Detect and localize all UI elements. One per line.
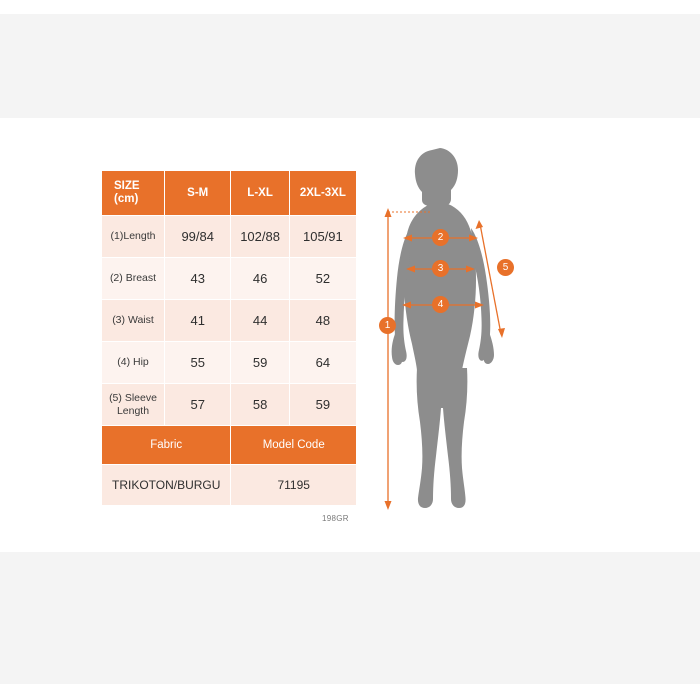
model-figure (370, 138, 570, 518)
footer-header-model-code: Model Code (231, 426, 357, 465)
table-header-size-line2: (cm) (114, 193, 139, 205)
table-row (102, 216, 357, 258)
cell-waist-2xl3xl: 48 (289, 300, 356, 342)
size-table (101, 170, 357, 506)
measure-badge-2: 2 (432, 229, 449, 246)
cell-length-sm: 99/84 (165, 216, 231, 258)
cell-waist-lxl: 44 (231, 300, 289, 342)
measure-badge-4: 4 (432, 296, 449, 313)
cell-breast-lxl: 46 (231, 258, 289, 300)
table-row (102, 384, 357, 426)
table-footer-header-row (102, 426, 357, 465)
table-header-sm: S-M (165, 171, 231, 216)
row-label-breast: (2) Breast (102, 258, 165, 300)
cell-breast-2xl3xl: 52 (289, 258, 356, 300)
row-label-length: (1)Length (102, 216, 165, 258)
row-label-sleeve-line2: Length (116, 404, 150, 417)
row-label-waist: (3) Waist (102, 300, 165, 342)
footer-value-fabric: TRIKOTON/BURGU (102, 465, 231, 506)
measure-badge-1: 1 (379, 317, 396, 334)
cell-length-2xl3xl: 105/91 (289, 216, 356, 258)
cell-waist-sm: 41 (165, 300, 231, 342)
cell-hip-2xl3xl: 64 (289, 342, 356, 384)
female-silhouette-icon (370, 138, 570, 518)
measure-badge-3: 3 (432, 260, 449, 277)
cell-sleeve-lxl: 58 (231, 384, 289, 426)
table-row (102, 300, 357, 342)
table-header-size-line1: SIZE (114, 179, 140, 192)
table-row (102, 342, 357, 384)
table-header-row (102, 171, 357, 216)
table-header (102, 171, 357, 216)
table-footer-value-row (102, 465, 357, 506)
table-header-2xl3xl: 2XL-3XL (289, 171, 356, 216)
cell-hip-sm: 55 (165, 342, 231, 384)
table-header-lxl: L-XL (231, 171, 289, 216)
weight-note: 198GR (322, 514, 349, 523)
cell-length-lxl: 102/88 (231, 216, 289, 258)
cell-sleeve-sm: 57 (165, 384, 231, 426)
table-body (102, 216, 357, 506)
row-label-sleeve-length (102, 384, 165, 426)
table-header-size (102, 171, 165, 216)
cell-hip-lxl: 59 (231, 342, 289, 384)
row-label-hip: (4) Hip (102, 342, 165, 384)
table-row (102, 258, 357, 300)
footer-header-fabric: Fabric (102, 426, 231, 465)
measure-badge-5: 5 (497, 259, 514, 276)
cell-sleeve-2xl3xl: 59 (289, 384, 356, 426)
row-label-sleeve-line1: (5) Sleeve (109, 392, 157, 405)
cell-breast-sm: 43 (165, 258, 231, 300)
footer-value-model-code: 71195 (231, 465, 357, 506)
background-band-bottom (0, 552, 700, 684)
